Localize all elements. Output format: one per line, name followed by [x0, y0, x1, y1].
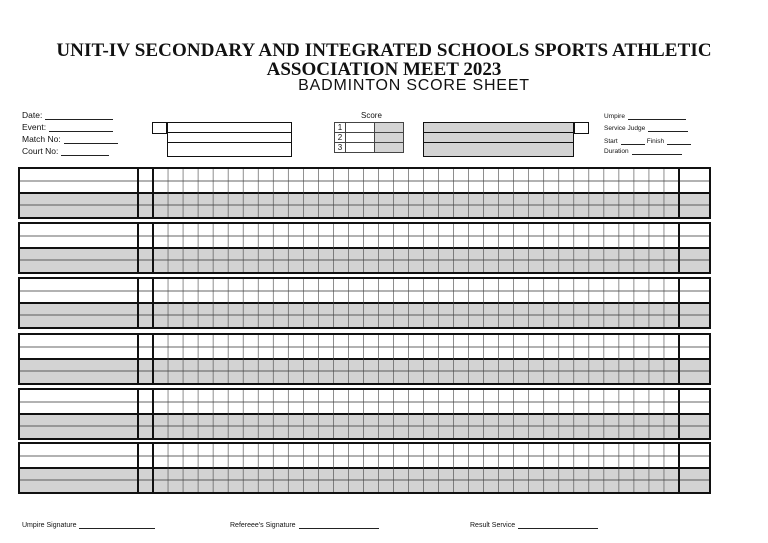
referee-signature-line	[299, 520, 379, 529]
game-number: 3	[335, 143, 346, 153]
score-cell	[346, 133, 375, 143]
score-grid-lines	[20, 390, 709, 438]
score-grid-lines	[20, 224, 709, 272]
result-service-signature	[470, 520, 598, 529]
right-team-row	[424, 143, 573, 153]
duration-label: Duration	[604, 148, 629, 155]
score-table	[334, 122, 404, 153]
duration-field	[604, 147, 682, 155]
umpire-line	[628, 112, 686, 120]
left-team-row	[168, 123, 291, 133]
score-grid-block	[18, 167, 711, 219]
start-finish-field	[604, 137, 691, 145]
match-no-field	[22, 134, 118, 144]
court-no-label: Court No:	[22, 146, 59, 156]
match-no-label: Match No:	[22, 134, 61, 144]
score-grid-block	[18, 277, 711, 329]
sheet-title: UNIT-IV SECONDARY AND INTEGRATED SCHOOLS SPORTS ATHLETIC	[56, 40, 712, 61]
referee-signature	[230, 520, 379, 529]
umpire-label: Umpire	[604, 113, 625, 120]
date-line	[45, 110, 113, 120]
umpire-signature-label: Umpire Signature	[22, 522, 77, 529]
service-judge-field	[604, 124, 688, 132]
sheet-subtitle: BADMINTON SCORE SHEET	[298, 77, 530, 94]
game-number: 1	[335, 123, 346, 133]
match-no-line	[64, 134, 118, 144]
date-label: Date:	[22, 110, 43, 120]
score-grid-lines	[20, 335, 709, 383]
score-cell	[375, 133, 404, 143]
left-team-row	[168, 143, 291, 153]
score-label: Score	[361, 111, 382, 120]
court-no-field	[22, 146, 109, 156]
finish-line	[667, 137, 691, 145]
left-team-row	[168, 133, 291, 143]
score-cell	[375, 123, 404, 133]
event-line	[49, 122, 113, 132]
sheet-title-line-2: ASSOCIATION MEET 2023	[266, 59, 502, 80]
left-team-box	[167, 122, 292, 157]
right-service-box	[574, 122, 589, 134]
score-grid-lines	[20, 444, 709, 492]
umpire-field	[604, 112, 686, 120]
start-label: Start	[604, 138, 618, 145]
date-field	[22, 110, 113, 120]
score-grid-lines	[20, 169, 709, 217]
left-service-box	[152, 122, 167, 134]
umpire-signature-line	[79, 520, 155, 529]
result-service-line	[518, 520, 598, 529]
score-grid-block	[18, 333, 711, 385]
right-team-box	[423, 122, 574, 157]
score-row	[335, 143, 404, 153]
score-cell	[375, 143, 404, 153]
right-team-row	[424, 123, 573, 133]
service-judge-line	[648, 124, 688, 132]
score-row	[335, 133, 404, 143]
referee-signature-label: Refereee's Signature	[230, 522, 296, 529]
right-team-row	[424, 133, 573, 143]
service-judge-label: Service Judge	[604, 125, 646, 132]
score-cell	[346, 123, 375, 133]
duration-line	[632, 147, 682, 155]
game-number: 2	[335, 133, 346, 143]
score-grid-lines	[20, 279, 709, 327]
event-label: Event:	[22, 122, 47, 132]
event-field	[22, 122, 113, 132]
score-grid-block	[18, 222, 711, 274]
score-cell	[346, 143, 375, 153]
umpire-signature	[22, 520, 155, 529]
score-grid-block	[18, 388, 711, 440]
finish-label: Finish	[646, 138, 665, 145]
score-grid-block	[18, 442, 711, 494]
result-service-label: Result Service	[470, 522, 516, 529]
court-no-line	[61, 146, 109, 156]
score-row	[335, 123, 404, 133]
start-line	[621, 137, 645, 145]
